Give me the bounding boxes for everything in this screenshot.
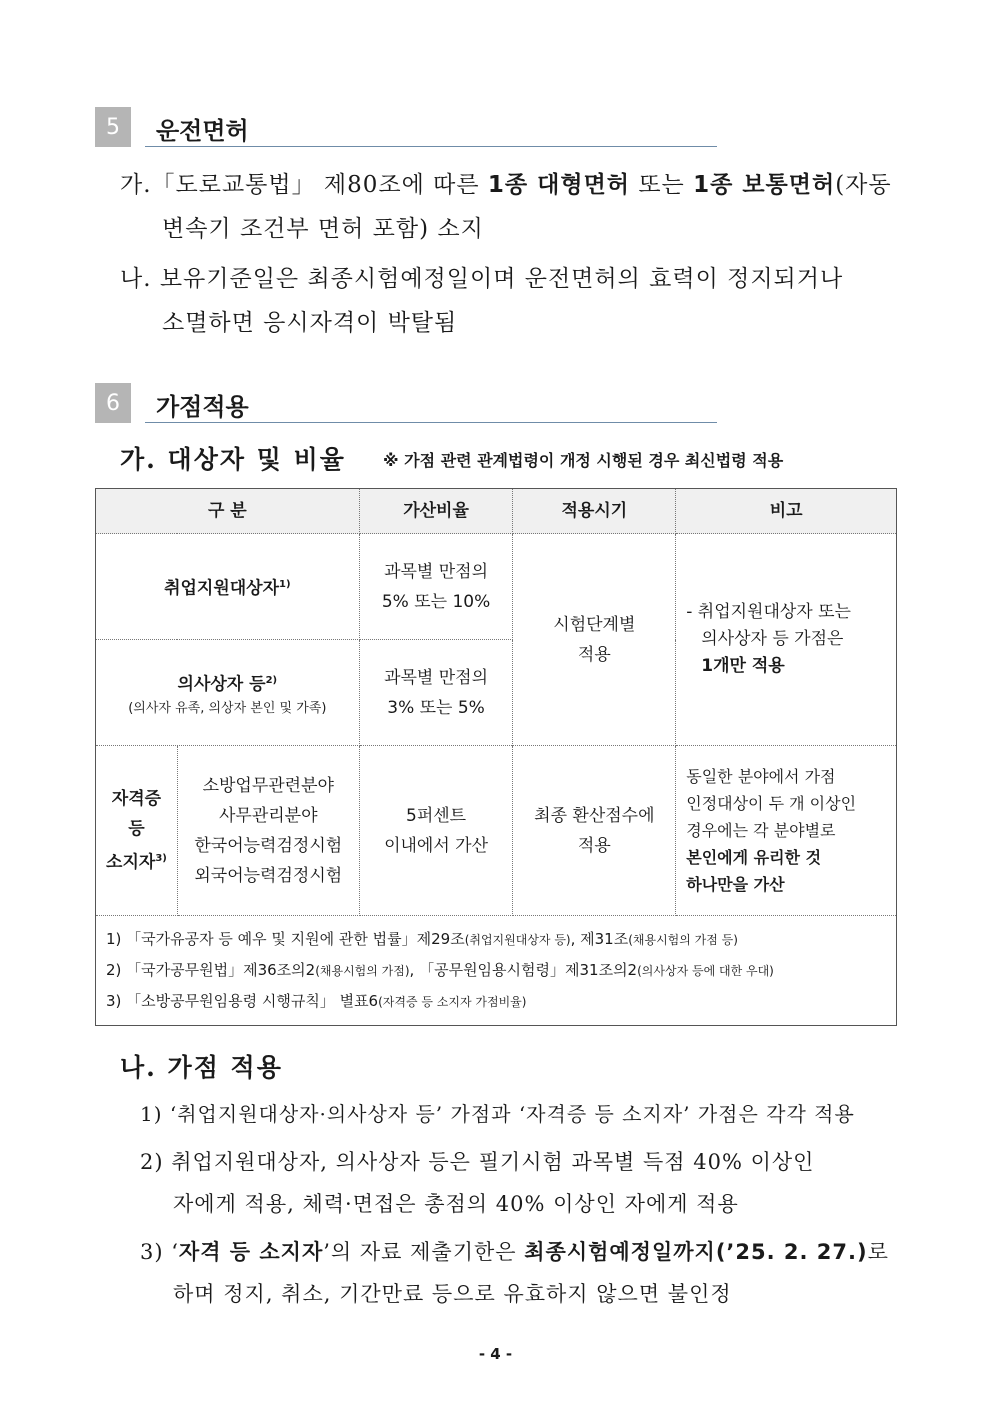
row3-rate-line2: 이내에서 가산 xyxy=(384,835,489,856)
row3-field: 소방업무관련분야 xyxy=(202,775,334,796)
footnote-3 xyxy=(106,986,886,1017)
apply-item-2-line2: 자에게 적용, 체력·면접은 총점의 40% 이상인 자에게 적용 xyxy=(173,1192,739,1216)
item-ga-text-d: (자동 xyxy=(835,172,892,198)
row3-footnote-mark: 3) xyxy=(155,852,167,864)
apply-item-3 xyxy=(140,1229,889,1275)
footnote-2-note2: (의사상자 등에 대한 우대) xyxy=(637,964,774,978)
row2-label: 의사상자 등 xyxy=(177,674,266,695)
row2-sublabel: (의사자 유족, 의상자 본인 및 가족) xyxy=(128,701,327,717)
subheading-b: 나. 가점 적용 xyxy=(120,1053,283,1082)
item3-bold-1: 자격 등 소지자 xyxy=(178,1240,324,1264)
row3-timing-line1: 최종 환산점수에 xyxy=(534,805,655,826)
item-na-prefix: 나. xyxy=(120,266,152,292)
row3-remark-line1: 동일한 분야에서 가점 xyxy=(686,767,836,786)
footnote-3-note: (자격증 등 소지자 가점비율) xyxy=(378,995,527,1009)
table-footnote-row xyxy=(96,916,897,1026)
row3-rate-line1: 5퍼센트 xyxy=(406,805,467,826)
section-5-item-ga-line2: 변속기 조건부 면허 포함) 소지 xyxy=(162,216,484,242)
footnote-2-note: (채용시험의 가점) xyxy=(315,964,410,978)
bonus-table xyxy=(95,488,897,1026)
row3-remark-line5: 하나만을 가산 xyxy=(686,875,785,894)
row3-fields xyxy=(177,746,359,916)
row1-footnote-mark: 1) xyxy=(279,578,291,590)
item-ga-text-a: 「도로교통법」 제80조에 따른 xyxy=(151,172,488,198)
row3-remark-line4: 본인에게 유리한 것 xyxy=(686,848,822,867)
row12-timing-line1: 시험단계별 xyxy=(553,614,636,635)
row3-field: 사무관리분야 xyxy=(218,805,318,826)
row-employment-support xyxy=(96,534,360,640)
row3-remark xyxy=(676,746,897,916)
footnote-1-note: (취업지원대상자 등) xyxy=(464,933,571,947)
row3-timing-line2: 적용 xyxy=(577,835,611,856)
row3-remark-line3: 경우에는 각 분야별로 xyxy=(686,821,836,840)
item3-prefix: 3) ‘ xyxy=(140,1240,179,1264)
section-6-underline xyxy=(145,422,717,423)
section-5-underline xyxy=(145,146,717,147)
item-na-line1: 보유기준일은 최종시험예정일이며 운전면허의 효력이 정지되거나 xyxy=(159,266,844,292)
row3-rate xyxy=(359,746,513,916)
table-row xyxy=(96,746,897,916)
section-6-number: 6 xyxy=(95,383,131,423)
row1-label: 취업지원대상자 xyxy=(164,578,280,599)
table-row xyxy=(96,534,897,640)
row12-remark-line2: 의사상자 등 가점은 xyxy=(701,629,844,649)
header-rate: 가산비율 xyxy=(359,489,513,534)
row2-rate xyxy=(359,640,513,746)
row12-timing-line2: 적용 xyxy=(577,644,611,665)
section-5-item-ga xyxy=(120,162,892,208)
item-ga-prefix: 가. xyxy=(120,172,152,198)
row3-label-line1: 자격증 xyxy=(111,788,162,809)
item-ga-bold-1: 1종 대형면허 xyxy=(487,172,631,198)
section-5-number: 5 xyxy=(95,107,131,147)
footnote-3-law: 3) 「소방공무원임용령 시행규칙」 별표6 xyxy=(106,992,379,1010)
row1-rate-line2: 5% 또는 10% xyxy=(381,591,491,612)
header-category: 구 분 xyxy=(96,489,360,534)
section-6-title: 가점적용 xyxy=(156,393,249,421)
row12-remark xyxy=(676,534,897,746)
footnote-1-note2: (채용시험의 가점 등) xyxy=(628,933,738,947)
table-footnotes xyxy=(96,916,897,1026)
subheading-a: 가. 대상자 및 비율 xyxy=(120,445,346,474)
row2-rate-line2: 3% 또는 5% xyxy=(387,697,485,718)
row-injured-persons xyxy=(96,640,360,746)
page-number: - 4 - xyxy=(478,1345,513,1363)
row1-rate xyxy=(359,534,513,640)
row3-field: 외국어능력검정시험 xyxy=(194,865,343,886)
item3-bold-2: 최종시험예정일까지(’25. 2. 27.) xyxy=(524,1240,868,1264)
footnote-2 xyxy=(106,955,886,986)
item-ga-bold-2: 1종 보통면허 xyxy=(693,172,836,198)
row3-label-line2: 등 xyxy=(128,818,145,839)
footnote-1-article: , 제31조 xyxy=(570,930,629,948)
footnote-2-law: 2) 「국가공무원법」제36조의2 xyxy=(106,961,316,979)
item-ga-text-c: 또는 xyxy=(630,172,694,198)
row12-remark-line1: - 취업지원대상자 또는 xyxy=(686,602,851,622)
apply-item-3-line2: 하며 정지, 취소, 기간만료 등으로 유효하지 않으면 불인정 xyxy=(173,1282,732,1306)
footnote-1 xyxy=(106,924,886,955)
table-header-row xyxy=(96,489,897,534)
section-5-item-na xyxy=(120,256,843,302)
item3-text: ’의 자료 제출기한은 xyxy=(323,1240,525,1264)
footnote-1-law: 1) 「국가유공자 등 예우 및 지원에 관한 법률」제29조 xyxy=(106,930,465,948)
row3-remark-line2: 인정대상이 두 개 이상인 xyxy=(686,794,857,813)
row12-timing xyxy=(513,534,676,746)
footnote-2-law2: , 「공무원임용시험령」제31조의2 xyxy=(409,961,638,979)
row3-label xyxy=(96,746,178,916)
row2-footnote-mark: 2) xyxy=(265,674,278,686)
apply-item-1: 1) ‘취업지원대상자·의사상자 등’ 가점과 ‘자격증 등 소지자’ 가점은 각각 적용 xyxy=(140,1102,855,1126)
section-5-item-na-line2: 소멸하면 응시자격이 박탈됨 xyxy=(162,310,458,336)
row3-label-line3: 소지자 xyxy=(106,852,156,873)
row3-timing xyxy=(513,746,676,916)
row3-field: 한국어능력검정시험 xyxy=(194,835,343,856)
header-remark: 비고 xyxy=(676,489,897,534)
header-timing: 적용시기 xyxy=(513,489,676,534)
row12-remark-line3: 1개만 적용 xyxy=(701,656,785,676)
section-5-title: 운전면허 xyxy=(156,117,249,145)
item3-suffix: 로 xyxy=(867,1240,889,1264)
row2-rate-line1: 과목별 만점의 xyxy=(384,667,489,688)
apply-item-2-line1: 2) 취업지원대상자, 의사상자 등은 필기시험 과목별 득점 40% 이상인 xyxy=(140,1150,815,1174)
row1-rate-line1: 과목별 만점의 xyxy=(384,561,489,582)
law-note: ※ 가점 관련 관계법령이 개정 시행된 경우 최신법령 적용 xyxy=(383,451,784,470)
